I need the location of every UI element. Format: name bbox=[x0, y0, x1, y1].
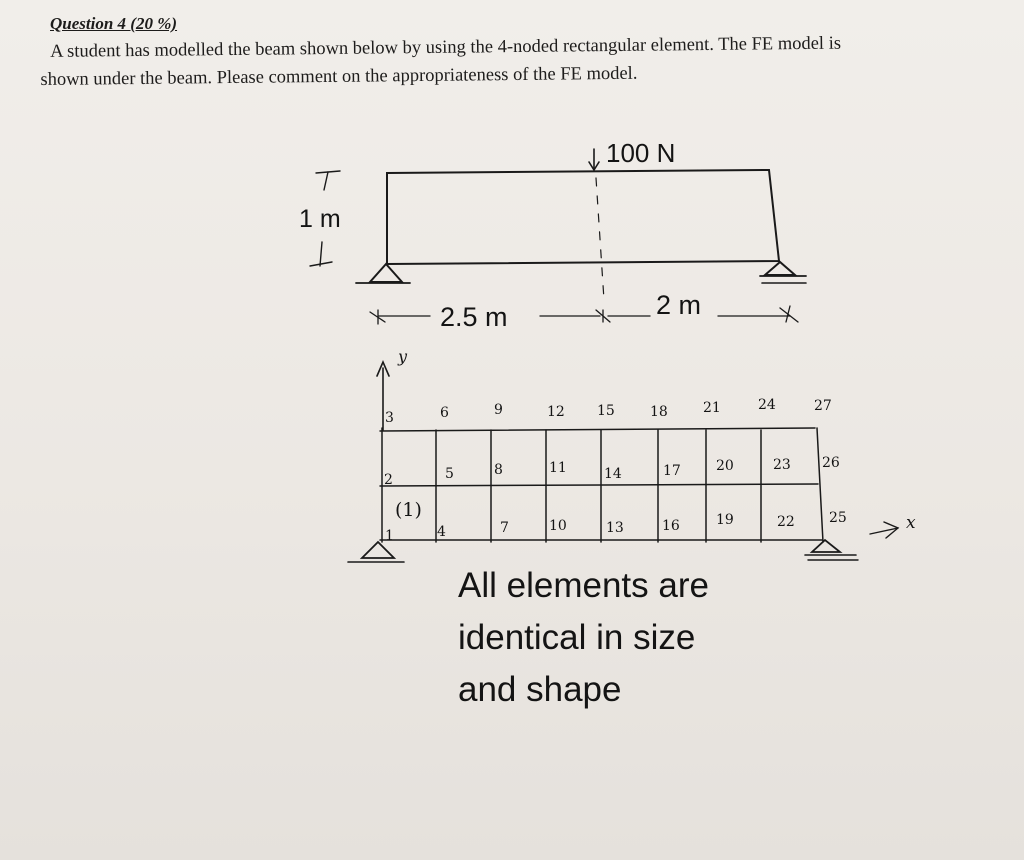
mesh-line-top bbox=[380, 428, 815, 431]
node-label: 27 bbox=[814, 398, 832, 414]
node-label: 16 bbox=[662, 518, 680, 534]
element-label: (1) bbox=[395, 499, 422, 521]
node-label: 17 bbox=[663, 463, 681, 479]
node-label: 22 bbox=[777, 514, 795, 530]
beam-diagram bbox=[310, 149, 806, 324]
node-label: 1 bbox=[385, 528, 394, 544]
node-label: 26 bbox=[822, 455, 840, 471]
height-label: 1 m bbox=[299, 205, 341, 233]
node-label: 5 bbox=[445, 466, 454, 482]
node-label: 2 bbox=[384, 472, 393, 488]
question-title: Question 4 (20 %) bbox=[50, 14, 178, 33]
question-text-line-1: A student has modelled the beam shown below by using the 4-noded rectangular element. The FE model is bbox=[50, 33, 842, 62]
node-label: 15 bbox=[597, 403, 615, 419]
span-left-label: 2.5 m bbox=[440, 302, 508, 332]
mesh-line-middle bbox=[380, 484, 818, 486]
node-label: 11 bbox=[549, 460, 567, 476]
x-axis-label: x bbox=[906, 513, 916, 533]
node-label: 19 bbox=[716, 512, 734, 528]
right-pin-support bbox=[760, 262, 806, 283]
beam-outline bbox=[387, 170, 779, 264]
span-right-label: 2 m bbox=[656, 290, 702, 320]
node-label: 6 bbox=[440, 405, 449, 421]
node-label: 20 bbox=[716, 458, 734, 474]
node-label: 9 bbox=[494, 402, 503, 418]
node-label: 14 bbox=[604, 466, 622, 482]
node-label: 13 bbox=[606, 520, 624, 536]
mesh-note-line-1: All elements are bbox=[458, 566, 709, 605]
node-label: 3 bbox=[385, 410, 394, 426]
span-dimension bbox=[370, 306, 798, 324]
node-label: 12 bbox=[547, 404, 565, 420]
node-label: 18 bbox=[650, 404, 668, 420]
node-numbers bbox=[384, 397, 847, 544]
node-label: 4 bbox=[437, 524, 446, 540]
node-label: 10 bbox=[549, 518, 567, 534]
x-axis-arrow bbox=[870, 522, 898, 538]
load-centerline bbox=[596, 178, 604, 300]
node-label: 25 bbox=[829, 510, 847, 526]
node-label: 21 bbox=[703, 400, 721, 416]
load-label: 100 N bbox=[606, 138, 676, 168]
node-label: 8 bbox=[494, 462, 503, 478]
mesh-note-line-3: and shape bbox=[458, 670, 622, 709]
node-label: 23 bbox=[773, 457, 791, 473]
mesh-left-support bbox=[348, 542, 404, 562]
node-label: 7 bbox=[500, 520, 509, 536]
node-label: 24 bbox=[758, 397, 776, 413]
left-pin-support bbox=[356, 264, 410, 283]
mesh-note-line-2: identical in size bbox=[458, 618, 696, 657]
mesh-note bbox=[458, 560, 778, 716]
question-text-line-2: shown under the beam. Please comment on the appropriateness of the FE model. bbox=[40, 63, 638, 90]
y-axis-label: y bbox=[398, 347, 408, 366]
mesh-right-support bbox=[805, 540, 858, 560]
